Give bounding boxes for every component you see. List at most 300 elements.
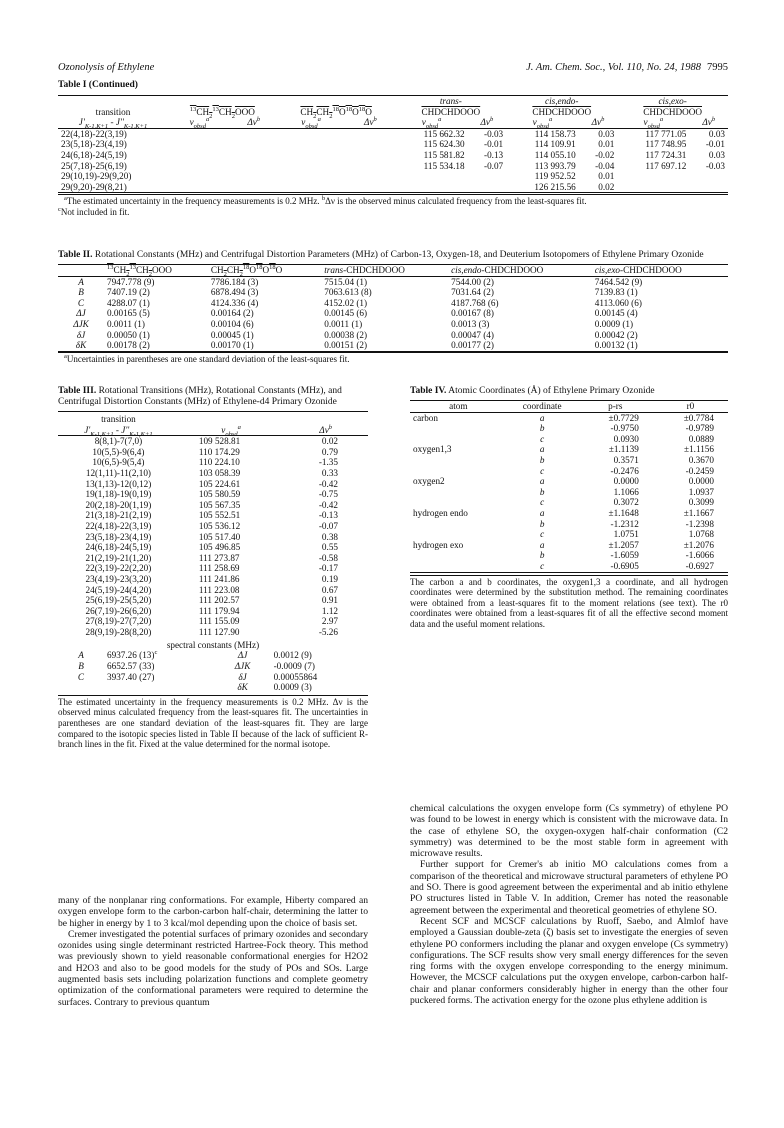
table-cell <box>410 434 507 445</box>
table-cell: -0.02 <box>595 149 615 160</box>
table-cell <box>468 171 507 182</box>
table-cell: 0.0000 <box>688 476 714 487</box>
table-cell: 3937.40 (27) <box>107 671 155 682</box>
table-row <box>410 561 728 572</box>
table-cell: 22(4,18)-22(3,19) <box>85 520 152 531</box>
table-cell <box>410 423 507 434</box>
table-cell: -0.03 <box>705 160 725 171</box>
table-cell: 0.00132 (1) <box>594 340 638 351</box>
table-cell: 29(10,19)-29(9,20) <box>61 171 132 182</box>
table-cell: δJ <box>238 671 247 682</box>
table-cell: 0.0930 <box>613 433 639 444</box>
table-cell: 0.00165 (5) <box>107 308 150 319</box>
table-cell <box>231 139 277 150</box>
table-cell: 105 552.51 <box>198 510 241 521</box>
group-13c: $^{13}CH_2^{13}CH_2OOO$ <box>189 105 255 120</box>
table-cell: 111 273.87 <box>198 552 240 563</box>
table-row <box>410 423 728 434</box>
table-cell: 111 258.69 <box>198 563 240 574</box>
table-cell: 7947.778 (9) <box>107 276 155 287</box>
table-row <box>58 616 368 627</box>
table-cell: 21(2,19)-21(1,20) <box>85 552 152 563</box>
table-row <box>58 287 728 298</box>
table-cell <box>410 466 507 477</box>
table-cell: 0.3099 <box>688 497 714 508</box>
table-cell: -0.03 <box>484 128 504 139</box>
spectral-row <box>58 672 368 683</box>
table-cell: b <box>539 518 545 529</box>
table-cell: 0.00164 (2) <box>210 308 254 319</box>
table-cell: 0.03 <box>708 149 725 160</box>
table-row <box>410 497 728 508</box>
table-cell <box>168 150 231 161</box>
table-cell: ±0.7729 <box>608 412 639 423</box>
table-cell: 111 155.09 <box>198 616 240 627</box>
table-row <box>58 468 368 479</box>
table-cell: 28(9,19)-28(8,20) <box>85 626 152 637</box>
table-4-caption: Table IV. Atomic Coordinates (Å) of Ethylene Primary Ozonide <box>410 386 655 396</box>
table-row <box>58 595 368 606</box>
table-cell <box>345 139 395 150</box>
table-cell: 7031.64 (2) <box>451 287 494 298</box>
table-cell: ΔJK <box>234 661 251 672</box>
table-cell <box>410 550 507 561</box>
table-cell <box>410 529 507 540</box>
table-2-grid: $^{13}CH_2^{13}CH_2OOO$ $CH_2CH_2^{18}O^{18}O^{18}O$ trans-CHDCHDOOO cis,endo-CHDCHDOOO cis,exo-CHDCHDOOO A 7947.778 (9) 7786.184 (3) 7515.04 (1) 7544.00 (2) 7464.542 (9) B 7407.19 (2) 6878.494 (3) 7063.613 (8) 7031.64 (2) 7139.83 (1) C 4288.07 (1) 4124.336 (4) 4152.02 (1) 4187.768 (6) 4113.060 (6) ΔJ 0.00165 (5) 0.00164 (2) 0.00145 (6) 0.00167 (8) 0.00145 (4) ΔJK 0.0011 (1) 0.00104 (6) 0.0011 (1) 0.0013 (3) 0.0009 (1) δJ 0.00050 (1) 0.00045 (1) 0.00038 (2) 0.00047 (4) 0.00042 (2) δK 0.00178 (2) 0.00170 (1) 0.00151 (2) 0.00177 (2) 0.00132 (1) <box>58 264 728 352</box>
table-cell: 10(6,5)-9(5,4) <box>92 457 145 468</box>
table-3 <box>58 386 368 750</box>
table-cell: b <box>539 454 545 465</box>
table-cell: 0.0011 (1) <box>324 318 363 329</box>
table-cell: 23(5,18)-23(4,19) <box>61 139 127 150</box>
left-paragraph: many of the nonplanar ring conformations. For example, Hiberty compared an oxygen envelope form to the carbon-carbon half-chair, determining the latter to be higher in energy by 1 to 3 kcal/mol depending upon the choice of basis set. <box>58 895 368 929</box>
table-row <box>410 508 728 519</box>
table-cell: 1.0751 <box>613 529 639 540</box>
table-cell: B <box>78 287 84 298</box>
table-cell: -0.01 <box>705 139 725 150</box>
table-row <box>58 532 368 543</box>
table-cell: 25(7,18)-25(6,19) <box>61 160 127 171</box>
table-row <box>58 553 368 564</box>
table-cell: 111 241.86 <box>198 573 240 584</box>
table-cell: -0.42 <box>318 499 338 510</box>
table-cell: 10(5,5)-9(6,4) <box>92 446 145 457</box>
right-paragraph: Recent SCF and MCSCF calculations by Ruoff, Saebo, and Almlof have employed a Gaussian double-zeta (ζ) basis set to investigate the energies of seven ethylene PO conformers including the planar and oxygen envelope (Cs symmetry) configurations. The SCF results show very small energy differences for the seven ring forms with the oxygen envelope corresponding to the energy minimum. However, the MCSCF calculations put the oxygen envelope, carbon-carbon half-chair and planar conformers considerably higher in energy than the other four puckered forms. The activation energy for the ozone plus ethylene addition is <box>410 915 728 1007</box>
table-row <box>58 521 368 532</box>
table-cell: 111 202.57 <box>198 595 240 606</box>
table-cell: 1.12 <box>321 605 338 616</box>
spectral-constants <box>58 650 368 692</box>
table-cell: 0.3072 <box>613 497 639 508</box>
table-row <box>410 455 728 466</box>
table-row <box>58 171 728 182</box>
table-cell <box>468 182 507 193</box>
table-cell: 0.02 <box>321 436 338 447</box>
table-1-footnotes: $^a$The estimated uncertainty in the frequency measurements is 0.2 MHz. $^b$Δν is the observed minus calculated frequency from the least-squares fit. $^c$Not included in fit. <box>58 194 728 217</box>
spectral-constants-title: spectral constants (MHz) <box>166 640 260 651</box>
table-cell: 0.02 <box>598 181 615 192</box>
table-3-grid: transition $J'_{K-1,K+1} - J''_{K-1,K+1}$ $\nu_{obsd}^a$ $\Delta\nu^b$ 8(8,1)-7(7,0) 109 528.81 0.02 10(5,5)-9(6,4) 110 174.29 0.79 10(6,5)-9(5,4) 110 224.10 -1.35 12(1,11)-11(2,10) 103 058.39 0.33 13(1,13)-12(0,12) 105 224.61 -0.42 19(1,18)-19(0,19) 105 580.59 -0.75 20(2,18)-20(1,19) 105 567.35 -0.42 21(3,18)-21(2,19) 105 552.51 -0.13 22(4,18)-22(3,19) 105 536.12 -0.07 23(5,18)-23(4,19) 105 517.40 0.38 24(6,18)-24(5,19) 105 496.85 0.55 21(2,19)-21(1,20) 111 273.87 -0.58 22(3,19)-22(2,20) 111 258.69 -0.17 23(4,19)-23(3,20) 111 241.86 0.19 24(5,19)-24(4,20) 111 223.08 0.67 25(6,19)-25(5,20) 111 202.57 0.91 26(7,19)-26(6,20) 111 179.94 1.12 27(8,19)-27(7,20) 111 155.09 2.97 28(9,19)-28(8,20) 111 127.90 -5.26 <box>58 411 368 637</box>
table-cell: 7515.04 (1) <box>324 276 368 287</box>
table-cell <box>345 171 395 182</box>
table-cell: -1.35 <box>318 457 338 468</box>
page-number: 7995 <box>707 62 728 73</box>
table-cell: 23(4,19)-23(3,20) <box>85 573 152 584</box>
table-cell: 115 581.82 <box>423 149 465 160</box>
table-cell: ±1.2076 <box>683 539 714 550</box>
table-cell: 105 536.12 <box>198 520 241 531</box>
table-2-caption: Table II. Rotational Constants (MHz) and Centrifugal Distortion Parameters (MHz) of Carbon-13, Oxygen-18, and Deuterium Isotopomers of Ethylene Primary Ozonide <box>58 250 704 260</box>
table-cell <box>617 182 689 193</box>
table-cell: 111 179.94 <box>198 605 240 616</box>
table-row <box>58 500 368 511</box>
column-header: p-rs <box>608 401 623 411</box>
table-cell: 25(6,19)-25(5,20) <box>85 595 152 606</box>
table-row <box>410 540 728 551</box>
table-cell: 4187.768 (6) <box>451 297 499 308</box>
table-row <box>410 476 728 487</box>
table-row <box>58 330 728 341</box>
table-cell: 0.33 <box>321 467 338 478</box>
table-cell: 6878.494 (3) <box>210 287 259 298</box>
table-cell: 0.01 <box>598 139 615 150</box>
spectral-row <box>58 682 368 693</box>
table-cell <box>277 150 346 161</box>
table-row <box>58 447 368 458</box>
table-cell: 0.55 <box>321 542 338 553</box>
table-cell: δJ <box>76 329 86 340</box>
table-cell: -0.13 <box>484 149 504 160</box>
table-row <box>410 529 728 540</box>
table-row <box>410 434 728 445</box>
table-2-footnote: $^a$Uncertainties in parentheses are one standard deviation of the least-squares fit. <box>58 352 728 365</box>
group-cis-endo: CHDCHDOOO <box>532 106 592 117</box>
table-cell: 7544.00 (2) <box>451 276 494 287</box>
table-cell: 6652.57 (33) <box>107 661 155 672</box>
running-header <box>58 62 728 73</box>
right-column-text <box>410 803 728 1006</box>
table-cell: -0.04 <box>595 160 615 171</box>
table-cell <box>689 182 728 193</box>
table-cell: 0.00151 (2) <box>324 340 368 351</box>
table-cell <box>410 455 507 466</box>
table-cell <box>345 128 395 139</box>
table-cell <box>410 561 507 572</box>
table-cell <box>231 128 277 139</box>
table-cell: 7407.19 (2) <box>107 287 150 298</box>
table-row <box>58 510 368 521</box>
table-cell: C <box>77 297 85 308</box>
table-cell: 4288.07 (1) <box>107 297 150 308</box>
table-1 <box>58 80 728 218</box>
table-cell: 4152.02 (1) <box>324 297 368 308</box>
table-cell: 114 158.73 <box>534 128 576 139</box>
table-cell: A <box>78 650 84 661</box>
table-cell: 0.79 <box>321 446 338 457</box>
table-cell <box>689 171 728 182</box>
table-cell: ±1.2057 <box>608 539 639 550</box>
column-header: r0 <box>686 401 695 411</box>
table-row <box>58 489 368 500</box>
table-3-footnote: The estimated uncertainty in the frequency measurements is 0.2 MHz. Δν is the observed minus calculated frequency from the least-squares fit. The uncertainties in parentheses are one standard deviation of the least-squares fit. They are large compared to the isotopic species listed in Table II because of the lack of sufficient R-branch lines in the fit. Fixed at the value determined for the normal isotope. <box>58 696 368 750</box>
table-cell: 13(1,13)-12(0,12) <box>85 478 152 489</box>
table-cell: -0.0009 (7) <box>273 661 315 672</box>
table-row <box>410 444 728 455</box>
table-cell: -0.9789 <box>685 423 714 434</box>
table-cell: 2.97 <box>321 616 338 627</box>
table-cell: 117 771.05 <box>645 128 687 139</box>
table-cell <box>396 182 468 193</box>
table-cell: 0.00167 (8) <box>451 308 494 319</box>
table-cell: 0.03 <box>598 128 615 139</box>
table-cell: -1.6059 <box>610 550 639 561</box>
table-cell: 7464.542 (9) <box>594 276 643 287</box>
table-cell <box>58 682 104 693</box>
table-cell: 0.00050 (1) <box>107 329 150 340</box>
table-cell: -0.6927 <box>685 560 714 571</box>
table-cell <box>104 682 215 693</box>
table-row <box>58 319 728 330</box>
table-cell: A <box>78 276 84 287</box>
table-cell: 119 952.52 <box>534 171 576 182</box>
table-cell <box>168 161 231 172</box>
table-row <box>58 585 368 596</box>
table-cell: 0.00145 (4) <box>594 308 638 319</box>
table-cell: hydrogen exo <box>413 539 464 550</box>
table-cell: c <box>540 529 545 540</box>
table-cell: 0.91 <box>321 595 338 606</box>
table-1-grid: trans- cis,endo- cis,exo- transition $^{13}CH_2^{13}CH_2OOO$ $CH_2CH_2^{18}O^{18}O^{18}O$ CHDCHDOOO CHDCHDOOO CHDCHDOOO $J'_{K-1,K+1} - J''_{K-1,K+1}$ $\nu_{obsd}^a$ $\Delta\nu^b$ $\nu_{obsd}^a$ $\Delta\nu^b$ $\nu_{obsd}^a$ $\Delta\nu^b$ $\nu_{obsd}^a$ $\Delta\nu^b$ $\nu_{obsd}^a$ $\Delta\nu^b$ 22(4,18)-22(3,19) 115 662.32 -0.03 114 158.73 0.03 117 771.05 0.03 23(5,18)-23(4,19) 115 624.30 -0.01 114 109.91 0.01 117 748.95 -0.01 24(6,18)-24(5,19) 115 581.82 -0.13 114 055.10 -0.02 117 724.31 0.03 25(7,18)-25(6,19) 115 534.18 -0.07 113 993.79 -0.04 117 697.12 -0.03 29(10,19)-29(9,20) 119 952.52 0.01 29(9,20)-29(8,21) 126 215.56 0.02 <box>58 95 728 193</box>
table-row <box>58 457 368 468</box>
table-cell: 117 748.95 <box>645 139 687 150</box>
table-cell: -0.58 <box>318 552 338 563</box>
table-cell: -0.07 <box>484 160 504 171</box>
table-cell <box>168 139 231 150</box>
table-cell <box>345 161 395 172</box>
table-cell <box>410 519 507 530</box>
table-cell: 103 058.39 <box>198 467 241 478</box>
table-cell: 21(3,18)-21(2,19) <box>85 510 152 521</box>
table-cell: 0.00047 (4) <box>451 329 494 340</box>
table-4-grid <box>410 400 728 573</box>
table-1-foot-a: The estimated uncertainty in the frequency measurements is 0.2 MHz. <box>66 196 320 207</box>
table-cell: -0.2476 <box>610 465 639 476</box>
table-cell: 22(4,18)-22(3,19) <box>61 128 127 139</box>
table-cell: ±1.1648 <box>608 507 639 518</box>
table-cell: 113 993.79 <box>534 160 576 171</box>
table-cell: 111 223.08 <box>198 584 240 595</box>
table-cell: ±1.1156 <box>684 444 714 455</box>
table-cell: c <box>540 465 545 476</box>
table-cell: 7063.613 (8) <box>324 287 372 298</box>
table-cell: 12(1,11)-11(2,10) <box>85 467 151 478</box>
table-cell: 0.38 <box>321 531 338 542</box>
table-cell: 105 496.85 <box>198 542 241 553</box>
table-cell: ±0.7784 <box>683 412 714 423</box>
table-cell: -0.9750 <box>610 423 639 434</box>
table-cell: a <box>539 412 545 423</box>
table-cell <box>231 171 277 182</box>
table-cell: C <box>77 671 85 682</box>
column-header: atom <box>449 401 468 411</box>
table-cell: oxygen1,3 <box>413 444 452 455</box>
table-3-caption: Table III. Rotational Transitions (MHz), Rotational Constants (MHz), and Centrifugal Distortion Constants (MHz) of Ethylene-d4 Primary Ozonide <box>58 386 342 407</box>
table-row <box>58 542 368 553</box>
table-cell: c <box>540 497 545 508</box>
table-row <box>410 412 728 423</box>
table-cell <box>231 161 277 172</box>
table-cell: b <box>539 423 545 434</box>
table-cell: 6937.26 $(13)^c$ <box>107 649 158 661</box>
table-1-foot-c: Not included in fit. <box>60 206 130 217</box>
right-paragraph: Further support for Cremer's ab initio MO calculations comes from a comparison of the theoretical and microwave structural parameters of ethylene PO and SO. There is good agreement between the experimental and ab initio ethylene PO structures listed in Table V. In addition, Cremer has noted the reasonable agreement between the experimental and theoretical geometries of ethylene SO. <box>410 859 728 916</box>
group-18o: $CH_2CH_2^{18}O^{18}O^{18}O$ <box>300 105 372 120</box>
table-row <box>58 182 728 193</box>
table-cell: 23(5,18)-23(4,19) <box>85 531 152 542</box>
table-cell: -0.6905 <box>610 560 639 571</box>
table-row <box>58 606 368 617</box>
table-cell: ΔJ <box>237 650 248 661</box>
table-row <box>58 436 368 447</box>
table-cell: ΔJ <box>76 308 86 319</box>
table-cell: -0.42 <box>318 478 338 489</box>
running-title: Ozonolysis of Ethylene <box>58 62 155 73</box>
table-cell: 20(2,18)-20(1,19) <box>85 499 152 510</box>
table-row <box>58 276 728 287</box>
table-cell: -0.01 <box>484 139 504 150</box>
table-cell: 115 662.32 <box>423 128 465 139</box>
table-1-foot-b: Δν is the observed minus calculated frequency from the least-squares fit. <box>325 196 587 207</box>
table-cell: 24(6,18)-24(5,19) <box>61 149 127 160</box>
table-row <box>58 340 728 351</box>
table-cell: 1.0768 <box>688 529 714 540</box>
table-cell: 0.00178 (2) <box>107 340 150 351</box>
table-cell: 0.00042 (2) <box>594 329 638 340</box>
table-cell: δK <box>237 682 248 693</box>
table-cell <box>277 161 346 172</box>
table-cell: oxygen2 <box>413 476 445 487</box>
table-cell: -1.2312 <box>610 518 639 529</box>
right-paragraph: chemical calculations the oxygen envelope form (Cs symmetry) of ethylene PO was found to be lowest in energy which is consistent with the microwave data. In the case of ethylene SO, the oxygen-oxygen half-chair conformation (C2 symmetry) was determined to be the most stable form in agreement with microwave results. <box>410 803 728 860</box>
table-row <box>58 139 728 150</box>
table-cell: 24(6,18)-24(5,19) <box>85 542 152 553</box>
journal-citation: J. Am. Chem. Soc., Vol. 110, No. 24, 1988 <box>526 62 701 73</box>
table-cell: 105 567.35 <box>198 499 241 510</box>
group-trans: CHDCHDOOO <box>421 106 481 117</box>
column-header: coordinate <box>522 401 562 411</box>
table-cell <box>410 487 507 498</box>
table-cell: 27(8,19)-27(7,20) <box>85 616 152 627</box>
table-cell: 1.1066 <box>613 486 639 497</box>
table-cell <box>277 182 346 193</box>
table-cell: 0.0011 (1) <box>107 318 145 329</box>
table-cell: 0.00170 (1) <box>210 340 254 351</box>
table-cell: B <box>78 661 84 672</box>
table-cell: 7139.83 (1) <box>594 287 638 298</box>
table-cell <box>345 150 395 161</box>
table-cell: 1.0937 <box>688 486 714 497</box>
table-cell: 0.67 <box>321 584 338 595</box>
table-cell: -0.13 <box>318 510 338 521</box>
table-cell: -1.6066 <box>685 550 714 561</box>
table-row <box>410 487 728 498</box>
table-cell: 0.0009 (1) <box>594 318 634 329</box>
table-cell: -0.75 <box>318 489 338 500</box>
table-cell: 0.00145 (6) <box>324 308 368 319</box>
table-cell: 105 580.59 <box>198 489 241 500</box>
table-cell: -0.07 <box>318 520 338 531</box>
table-row <box>58 161 728 172</box>
table-row <box>58 563 368 574</box>
table-4 <box>410 386 728 629</box>
table-row <box>58 308 728 319</box>
table-cell: 8(8,1)-7(7,0) <box>94 436 143 447</box>
table-cell: 0.00177 (2) <box>451 340 494 351</box>
table-cell: 0.00104 (6) <box>210 318 254 329</box>
table-cell: 26(7,19)-26(6,20) <box>85 605 152 616</box>
table-cell: -0.17 <box>318 563 338 574</box>
table-cell: b <box>539 550 545 561</box>
spectral-row <box>58 661 368 672</box>
table-cell <box>277 171 346 182</box>
table-cell: 0.01 <box>598 171 615 182</box>
table-row <box>58 150 728 161</box>
table-cell: a <box>539 476 545 487</box>
table-cell: c <box>540 560 545 571</box>
table-cell: 0.03 <box>708 128 725 139</box>
table-cell: 4113.060 (6) <box>594 297 642 308</box>
table-cell: 114 109.91 <box>534 139 576 150</box>
table-cell: 0.3670 <box>688 454 714 465</box>
table-row <box>58 128 728 139</box>
table-4-footnote: The carbon a and b coordinates, the oxygen1,3 a coordinate, and all hydrogen coordinates were determined by the substitution method. The remaining coordinates were obtained from a least-squares fit to the moment relations (see text). The r0 coordinates were obtained from a least-squares fit of all the effective second moment data and the useful moment relations. <box>410 576 728 629</box>
table-cell: 0.0013 (3) <box>451 318 490 329</box>
table-cell: c <box>540 433 545 444</box>
table-cell: 105 517.40 <box>198 531 241 542</box>
table-cell: hydrogen endo <box>413 507 468 518</box>
table-cell: -1.2398 <box>685 518 714 529</box>
table-row <box>58 574 368 585</box>
table-cell: 114 055.10 <box>534 149 576 160</box>
table-cell: 117 724.31 <box>645 149 687 160</box>
table-cell: 111 127.90 <box>198 626 240 637</box>
table-cell: 24(5,19)-24(4,20) <box>85 584 152 595</box>
table-cell <box>231 182 277 193</box>
table-cell: δK <box>75 340 87 351</box>
table-row <box>58 627 368 638</box>
table-cell <box>277 139 346 150</box>
table-cell: 0.0009 (3) <box>273 682 312 693</box>
table-cell <box>231 150 277 161</box>
table-cell: 0.3571 <box>613 454 639 465</box>
table-row <box>410 550 728 561</box>
table-cell: b <box>539 486 545 497</box>
table-cell: 0.0000 <box>613 476 639 487</box>
table-1-caption: Table I (Continued) <box>58 80 138 90</box>
left-paragraph: Cremer investigated the potential surfaces of primary ozonides and secondary ozonides using single determinant restricted Hartree-Fock theory. This method was previously shown to yield reasonable conformational energies for H2O2 and H2O3 and also to be good models for the study of POs and SOs. Large augmented basis sets including polarization functions and complete geometry optimization of the conformational parameters were required to determine the surfaces. Contrary to previous quantum <box>58 928 368 1008</box>
table-cell: 29(9,20)-29(8,21) <box>61 181 127 192</box>
table-cell <box>168 182 231 193</box>
table-cell: 115 534.18 <box>423 160 465 171</box>
table-cell: -0.2459 <box>685 465 714 476</box>
left-column-text <box>58 895 368 1008</box>
table-cell: 7786.184 (3) <box>210 276 259 287</box>
table-cell: a <box>539 539 545 550</box>
table-cell: 117 697.12 <box>645 160 687 171</box>
table-cell: a <box>539 444 545 455</box>
table-cell: 105 224.61 <box>198 478 241 489</box>
table-cell <box>396 171 468 182</box>
